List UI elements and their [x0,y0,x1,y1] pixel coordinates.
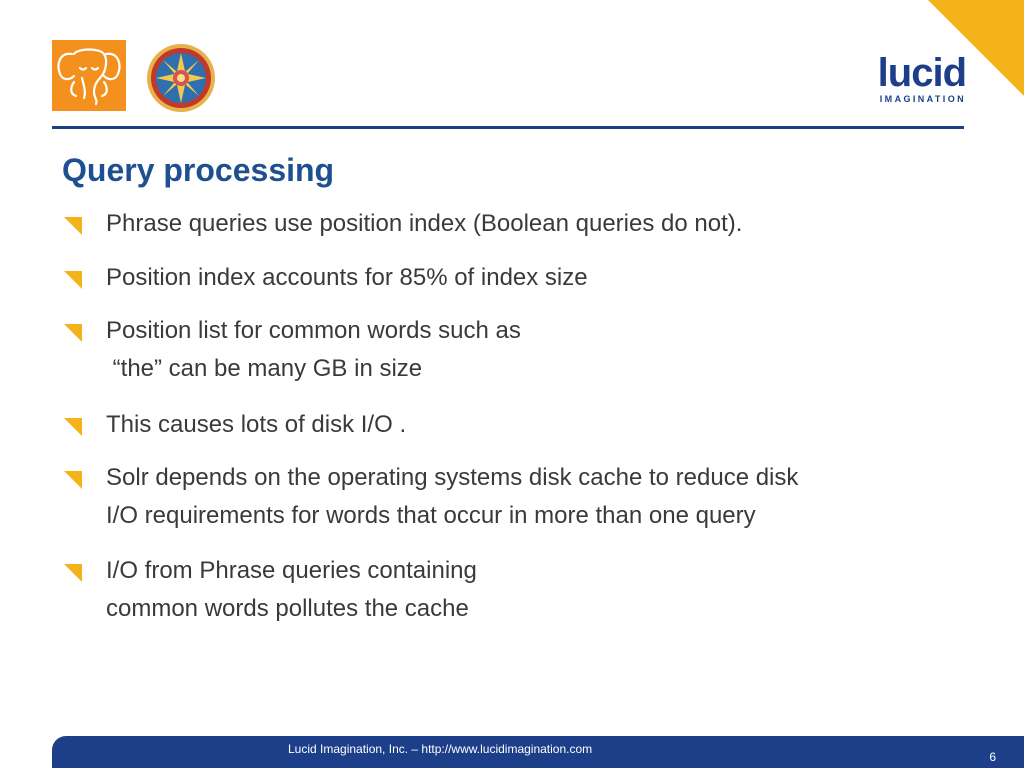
slide-title: Query processing [62,152,335,188]
bullet-line: common words pollutes the cache [106,595,469,622]
bullet-text [106,259,946,297]
bullet-line: Solr depends on the operating systems disk cache to reduce disk [106,464,799,491]
page-number: 6 [989,750,996,764]
footer-text: Lucid Imagination, Inc. – http://www.lucidimagination.com [288,742,593,756]
bullet-marker-icon [64,271,82,289]
bullet-text [106,459,946,535]
bullet-line: Position index accounts for 85% of index size [106,264,588,291]
header-rule [52,126,964,129]
brand-name: lucid [877,51,966,95]
bullet-marker-icon [64,217,82,235]
bullet-marker-icon [64,471,82,489]
bullet-text [106,312,946,388]
brand-subtitle: IMAGINATION [879,94,966,104]
bullet-marker-icon [64,418,82,436]
bullet-line: This causes lots of disk I/O . [106,411,407,438]
bullet-line: Phrase queries use position index (Boolean queries do not). [106,210,743,237]
bullet-line: I/O from Phrase queries containing [106,557,477,584]
bullet-line: “the” can be many GB in size [106,355,423,382]
brand-logo [870,51,966,104]
bullet-line: I/O requirements for words that occur in more than one query [106,502,756,529]
bullet-text [106,406,946,444]
bullet-marker-icon [64,324,82,342]
bullet-text [106,205,946,243]
elephant-logo [52,40,126,111]
bullet-marker-icon [64,564,82,582]
mandala-logo [146,43,216,113]
bullet-line: Position list for common words such as [106,317,521,344]
bullet-text [106,552,946,628]
